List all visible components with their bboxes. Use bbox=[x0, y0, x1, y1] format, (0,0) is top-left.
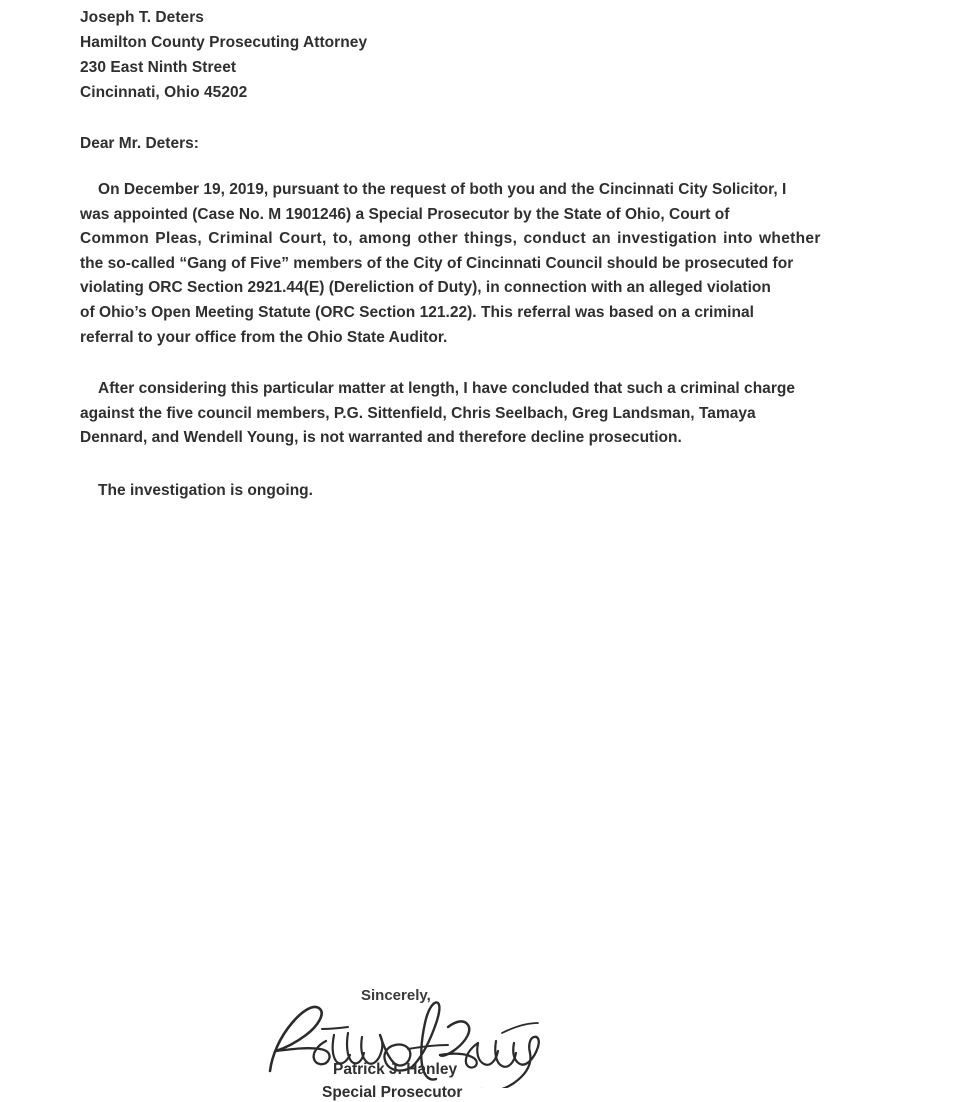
recipient-address-block bbox=[80, 0, 800, 105]
paragraph-line: On December 19, 2019, pursuant to the request of both you and the Cincinnati City Solicitor, I bbox=[98, 181, 787, 198]
paragraph-line: After considering this particular matter at length, I have concluded that such a criminal charge bbox=[98, 380, 795, 398]
signer-name: Patrick J. Hanley bbox=[333, 1061, 458, 1078]
paragraph-line: violating ORC Section 2921.44(E) (Dereliction of Duty), in connection with an alleged violation bbox=[80, 279, 771, 297]
address-line: Joseph T. Deters bbox=[80, 9, 204, 26]
paragraph-line: The investigation is ongoing. bbox=[98, 481, 313, 499]
address-line: Hamilton County Prosecuting Attorney bbox=[80, 34, 368, 51]
letter-body bbox=[80, 0, 821, 504]
paragraph-line: was appointed (Case No. M 1901246) a Special Prosecutor by the State of Ohio, Court of bbox=[80, 205, 730, 223]
address-line: 230 East Ninth Street bbox=[80, 59, 237, 76]
salutation: Dear Mr. Deters: bbox=[80, 135, 199, 152]
address-line: Cincinnati, Ohio 45202 bbox=[80, 84, 248, 101]
closing-salutation: Sincerely, bbox=[361, 987, 431, 1004]
signer-title: Special Prosecutor bbox=[322, 1084, 463, 1101]
paragraph-line: of Ohio’s Open Meeting Statute (ORC Section 121.22). This referral was based on a criminal bbox=[80, 303, 754, 321]
paragraph-line: Dennard, and Wendell Young, is not warranted and therefore decline prosecution. bbox=[80, 429, 682, 447]
paragraph-1 bbox=[80, 178, 821, 350]
paragraph-line: referral to your office from the Ohio State Auditor. bbox=[80, 328, 448, 346]
paragraph-line: the so-called “Gang of Five” members of the City of Cincinnati Council should be prosecuted for bbox=[80, 254, 794, 272]
paragraph-2 bbox=[80, 377, 800, 451]
paragraph-line: against the five council members, P.G. Sittenfield, Chris Seelbach, Greg Landsman, Tamaya bbox=[80, 404, 756, 422]
signature-block bbox=[0, 488, 980, 1101]
paragraph-line: Common Pleas, Criminal Court, to, among other things, conduct an investigation into whether bbox=[80, 230, 821, 248]
